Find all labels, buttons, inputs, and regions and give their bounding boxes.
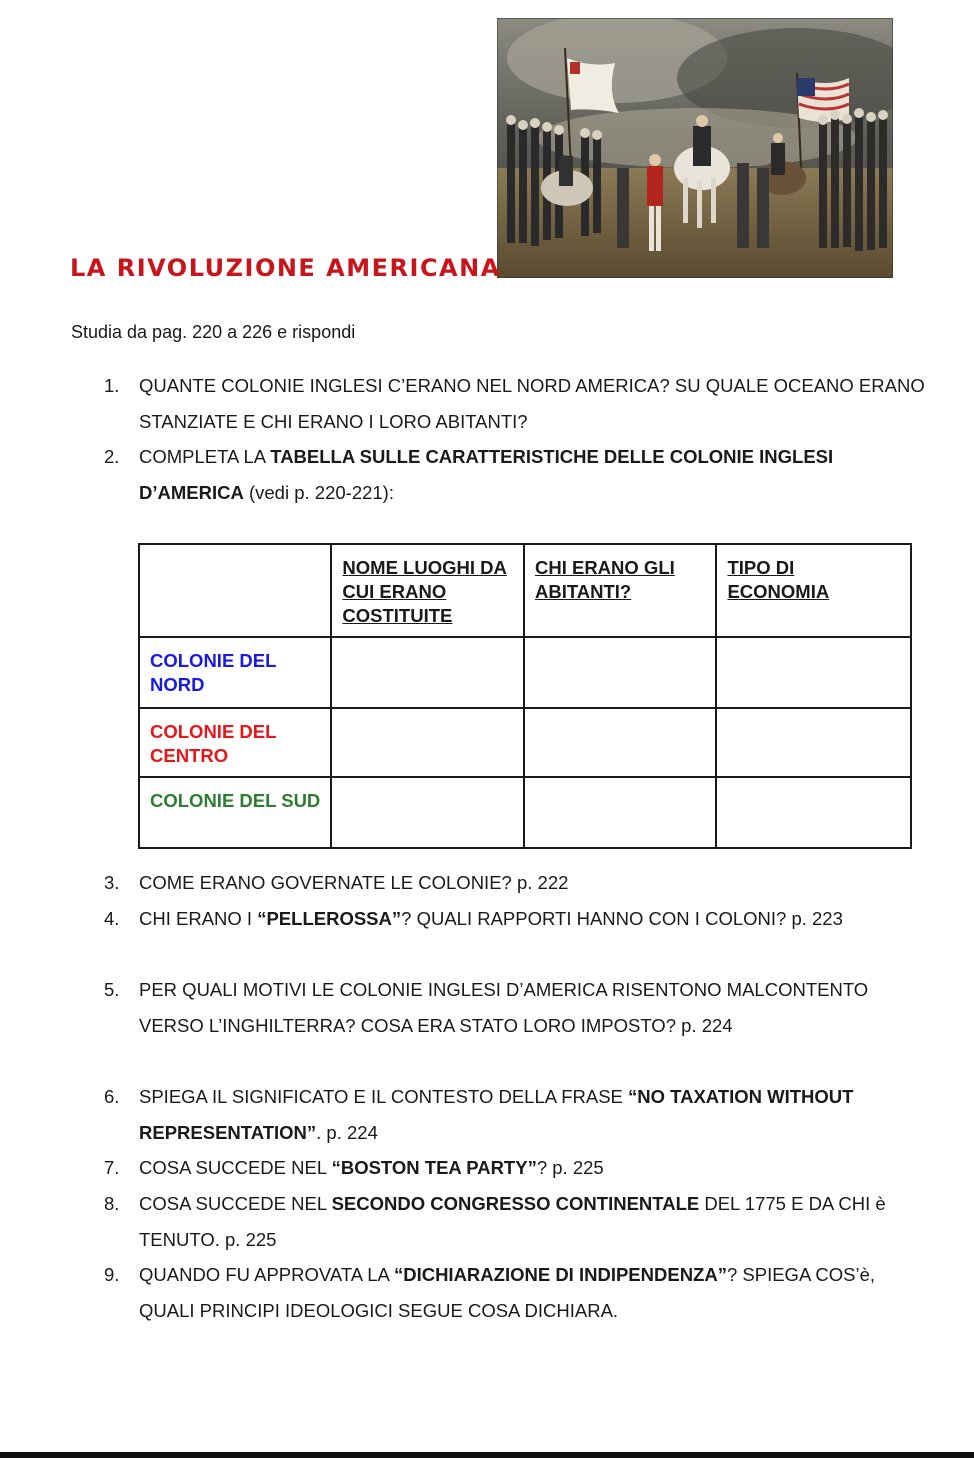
- colonies-table: [138, 543, 912, 849]
- question-text-part: PER QUALI MOTIVI LE COLONIE INGLESI D’AMERICA RISENTONO MALCONTENTO VERSO L’INGHILTERRA? COSA ERA STATO LORO IMPOSTO? p. 224: [139, 979, 869, 1036]
- question-text-bold-part: “NO TAXATION WITHOUT REPRESENTATION”: [139, 1086, 854, 1143]
- question-text: [139, 1186, 934, 1257]
- question-number: 5.: [104, 979, 120, 1000]
- answer-cell[interactable]: [716, 637, 911, 708]
- question-text: [139, 1079, 934, 1150]
- answer-cell[interactable]: [331, 637, 524, 708]
- answer-cell[interactable]: [331, 777, 524, 848]
- question-4: [104, 901, 934, 937]
- question-number: 1.: [104, 375, 120, 396]
- question-text-bold-part: “DICHIARAZIONE DI INDIPENDENZA”: [393, 1264, 727, 1285]
- question-text-part: ? SPIEGA COS’è, QUALI PRINCIPI IDEOLOGICI SEGUE COSA DICHIARA.: [139, 1264, 876, 1321]
- question-text: [139, 1257, 934, 1328]
- question-text-bold-part: “PELLEROSSA”: [257, 908, 402, 929]
- question-text-part: COSA SUCCEDE NEL: [139, 1157, 332, 1178]
- row-label-centro: COLONIE DEL CENTRO: [139, 708, 331, 777]
- question-text: [139, 439, 934, 510]
- question-text-part: COSA SUCCEDE NEL: [139, 1193, 332, 1214]
- question-text-part: CHI ERANO I: [139, 908, 258, 929]
- question-9: [104, 1257, 934, 1328]
- answer-cell[interactable]: [716, 708, 911, 777]
- page-bottom-divider: [0, 1452, 974, 1458]
- answer-cell[interactable]: [524, 777, 716, 848]
- question-text-bold-part: SECONDO CONGRESSO CONTINENTALE: [331, 1193, 700, 1214]
- question-text-part: ? p. 225: [536, 1157, 604, 1178]
- question-7: [104, 1150, 934, 1186]
- question-text-part: (vedi p. 220-221):: [243, 481, 394, 503]
- question-number: 6.: [104, 1086, 120, 1107]
- question-text-part: QUANTE COLONIE INGLESI C’ERANO NEL NORD AMERICA? SU QUALE OCEANO ERANO STANZIATE E CHI ERANO I LORO ABITANTI?: [139, 375, 925, 432]
- question-8: [104, 1186, 934, 1257]
- table-row-nord: [139, 637, 911, 708]
- page-title: LA RIVOLUZIONE AMERICANA: [70, 254, 501, 282]
- answer-cell[interactable]: [524, 708, 716, 777]
- question-text-part: . p. 224: [316, 1121, 378, 1143]
- question-text: [139, 865, 934, 901]
- header-inhabitants-text: CHI ERANO GLI ABITANTI?: [534, 557, 675, 602]
- question-6: [104, 1079, 934, 1150]
- header-economy-text: TIPO DI ECONOMIA: [727, 557, 830, 602]
- question-text: [139, 368, 934, 439]
- question-number: 4.: [104, 908, 120, 929]
- row-label-sud: COLONIE DEL SUD: [139, 777, 331, 848]
- question-text-part: ? QUALI RAPPORTI HANNO CON I COLONI? p. 223: [401, 908, 843, 929]
- surrender-painting-image: [497, 18, 893, 278]
- answer-cell[interactable]: [524, 637, 716, 708]
- question-text-part: QUANDO FU APPROVATA LA: [139, 1264, 394, 1285]
- question-text-part: COMPLETA LA: [139, 446, 271, 467]
- question-text-part: SPIEGA IL SIGNIFICATO E IL CONTESTO DELLA FRASE: [139, 1086, 629, 1107]
- question-text-bold-part: “BOSTON TEA PARTY”: [331, 1157, 537, 1178]
- header-cell-places: [331, 544, 524, 637]
- question-2: [104, 439, 934, 510]
- question-1: [104, 368, 934, 439]
- question-number: 9.: [104, 1264, 120, 1285]
- question-5: [104, 972, 934, 1043]
- question-text-part: COME ERANO GOVERNATE LE COLONIE? p. 222: [139, 872, 569, 893]
- table-corner-cell: [139, 544, 331, 637]
- question-number: 2.: [104, 446, 120, 467]
- answer-cell[interactable]: [331, 708, 524, 777]
- header-cell-inhabitants: [524, 544, 716, 637]
- question-text: [139, 1150, 934, 1186]
- question-text-bold-part: TABELLA SULLE CARATTERISTICHE DELLE COLONIE INGLESI D’AMERICA: [139, 446, 834, 503]
- header-places-text: NOME LUOGHI DA CUI ERANO COSTITUITE: [342, 557, 507, 626]
- table-header-row: [139, 544, 911, 637]
- header-cell-economy: [716, 544, 911, 637]
- question-number: 7.: [104, 1157, 120, 1178]
- question-number: 8.: [104, 1193, 120, 1214]
- question-text: [139, 901, 934, 937]
- table-row-centro: [139, 708, 911, 777]
- question-text-part: DEL 1775 E DA CHI è TENUTO. p. 225: [139, 1193, 886, 1250]
- instructions-text: Studia da pag. 220 a 226 e rispondi: [71, 322, 356, 342]
- question-3: [104, 865, 934, 901]
- question-number: 3.: [104, 872, 120, 893]
- answer-cell[interactable]: [716, 777, 911, 848]
- question-text: [139, 972, 934, 1043]
- row-label-nord: COLONIE DEL NORD: [139, 637, 331, 708]
- table-row-sud: [139, 777, 911, 848]
